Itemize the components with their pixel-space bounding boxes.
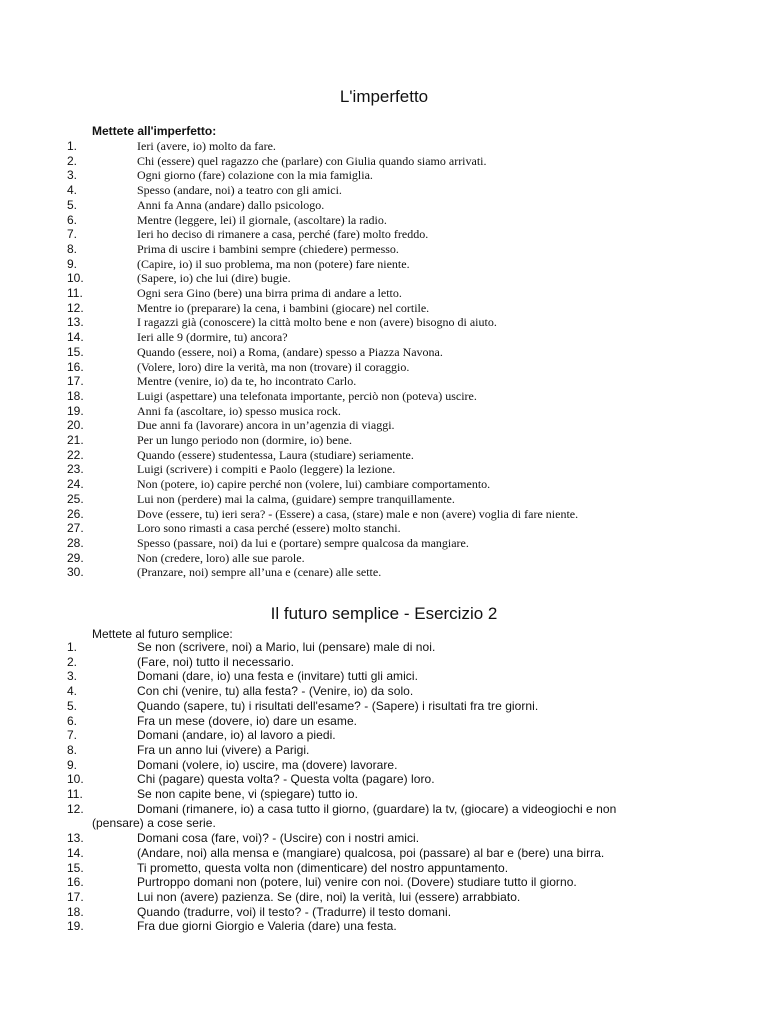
exercise-item — [0, 462, 768, 477]
item-number: 14. — [67, 845, 84, 860]
item-number: 18. — [67, 904, 84, 919]
item-text: I ragazzi già (conoscere) la città molto bene e non (avere) bisogno di aiuto. — [137, 315, 497, 330]
item-number: 13. — [67, 315, 84, 330]
exercise-item — [0, 389, 768, 404]
exercise-item — [0, 861, 768, 876]
item-number: 8. — [67, 742, 78, 757]
item-text: Domani (andare, io) al lavoro a piedi. — [137, 728, 336, 743]
item-text: Quando (essere) studentessa, Laura (studiare) seriamente. — [137, 447, 414, 462]
item-number: 12. — [67, 801, 84, 816]
item-text: Lui non (perdere) mai la calma, (guidare) sempre tranquillamente. — [137, 491, 455, 506]
item-number: 22. — [67, 447, 84, 462]
exercise-item — [0, 271, 768, 286]
item-number: 3. — [67, 669, 78, 684]
item-text: Spesso (andare, noi) a teatro con gli amici. — [137, 183, 342, 198]
item-number: 23. — [67, 462, 84, 477]
item-number: 7. — [67, 227, 78, 242]
item-number: 30. — [67, 565, 84, 580]
exercise-item — [0, 655, 768, 670]
item-number: 5. — [67, 197, 78, 212]
section-2-instruction: Mettete al futuro semplice: — [92, 627, 233, 641]
item-text: Ieri alle 9 (dormire, tu) ancora? — [137, 330, 288, 345]
item-number: 11. — [67, 286, 83, 301]
item-text: (Andare, noi) alla mensa e (mangiare) qualcosa, poi (passare) al bar e (bere) una birra. — [137, 845, 605, 860]
item-number: 16. — [67, 875, 84, 890]
item-text: Prima di uscire i bambini sempre (chiedere) permesso. — [137, 241, 399, 256]
exercise-item — [0, 168, 768, 183]
item-text: Quando (essere, noi) a Roma, (andare) spesso a Piazza Navona. — [137, 344, 443, 359]
exercise-item — [0, 183, 768, 198]
item-text: Con chi (venire, tu) alla festa? - (Venire, io) da solo. — [137, 684, 414, 699]
item-number: 19. — [67, 919, 84, 934]
item-number: 5. — [67, 698, 78, 713]
exercise-item — [0, 551, 768, 566]
exercise-item — [0, 418, 768, 433]
item-text: Lui non (avere) pazienza. Se (dire, noi) la verità, lui (essere) arrabbiato. — [137, 889, 521, 904]
item-text: Ieri (avere, io) molto da fare. — [137, 139, 276, 153]
item-number: 7. — [67, 728, 78, 743]
item-number: 27. — [67, 521, 84, 536]
item-text: Chi (essere) quel ragazzo che (parlare) con Giulia quando siamo arrivati. — [137, 153, 487, 168]
exercise-item — [0, 728, 768, 743]
item-number: 8. — [67, 241, 78, 256]
item-text: Loro sono rimasti a casa perché (essere) molto stanchi. — [137, 521, 401, 536]
item-text: (Volere, loro) dire la verità, ma non (trovare) il coraggio. — [137, 359, 410, 374]
item-text: Dove (essere, tu) ieri sera? - (Essere) a casa, (stare) male e non (avere) voglia di fare niente. — [137, 506, 579, 521]
item-number: 28. — [67, 535, 84, 550]
section-1-title: L'imperfetto — [339, 87, 429, 106]
item-number: 3. — [67, 168, 78, 183]
exercise-item — [0, 286, 768, 301]
item-text: Ieri ho deciso di rimanere a casa, perché (fare) molto freddo. — [137, 227, 429, 242]
item-number: 21. — [67, 433, 84, 448]
item-number: 2. — [67, 654, 78, 669]
exercise-item — [0, 242, 768, 257]
item-text: Mentre io (preparare) la cena, i bambini (giocare) nel cortile. — [137, 300, 430, 315]
item-number: 11. — [67, 787, 83, 802]
item-text: Mentre (leggere, lei) il giornale, (ascoltare) la radio. — [137, 212, 387, 227]
exercise-item — [0, 787, 768, 802]
exercise-item — [0, 919, 768, 934]
exercise-item — [0, 448, 768, 463]
exercise-list-imperfetto — [0, 139, 768, 580]
exercise-item — [0, 330, 768, 345]
item-text: Non (credere, loro) alle sue parole. — [137, 550, 305, 565]
item-text-line: Domani (rimanere, io) a casa tutto il giorno, (guardare) la tv, (giocare) a videogiochi e non — [137, 801, 617, 816]
exercise-item — [0, 565, 768, 580]
item-number: 10. — [67, 271, 84, 286]
exercise-list-futuro — [0, 640, 768, 934]
item-number: 17. — [67, 889, 84, 904]
item-number: 6. — [67, 212, 78, 227]
exercise-item — [0, 404, 768, 419]
exercise-item — [0, 758, 768, 773]
exercise-item — [0, 257, 768, 272]
exercise-item — [0, 772, 768, 787]
item-number: 26. — [67, 506, 84, 521]
exercise-item — [0, 492, 768, 507]
item-number: 18. — [67, 388, 84, 403]
exercise-item — [0, 640, 768, 655]
item-number: 2. — [67, 153, 78, 168]
item-text: Purtroppo domani non (potere, lui) venire con noi. (Dovere) studiare tutto il giorno. — [137, 875, 577, 890]
exercise-item — [0, 684, 768, 699]
item-text: Non (potere, io) capire perché non (volere, lui) cambiare comportamento. — [137, 477, 491, 492]
exercise-item — [0, 198, 768, 213]
item-number: 4. — [67, 183, 78, 198]
exercise-item — [0, 477, 768, 492]
item-number: 25. — [67, 491, 84, 506]
exercise-item — [0, 875, 768, 890]
item-text: (Pranzare, noi) sempre all’una e (cenare) alle sette. — [137, 565, 382, 580]
item-number: 6. — [67, 713, 78, 728]
item-text: Domani (volere, io) uscire, ma (dovere) lavorare. — [137, 757, 398, 772]
exercise-item — [0, 802, 768, 831]
item-text — [0, 802, 692, 831]
item-text-continuation: (pensare) a cose serie. — [92, 816, 216, 831]
item-text: Quando (sapere, tu) i risultati dell'esame? - (Sapere) i risultati fra tre giorni. — [137, 698, 539, 713]
item-text: (Capire, io) il suo problema, ma non (potere) fare niente. — [137, 256, 410, 271]
item-text: (Fare, noi) tutto il necessario. — [137, 654, 294, 669]
exercise-item — [0, 890, 768, 905]
exercise-item — [0, 699, 768, 714]
exercise-item — [0, 227, 768, 242]
section-2-title: Il futuro semplice - Esercizio 2 — [270, 604, 498, 623]
item-text: Luigi (aspettare) una telefonata importante, perciò non (poteva) uscire. — [137, 388, 477, 403]
exercise-item — [0, 521, 768, 536]
item-number: 15. — [67, 860, 84, 875]
item-number: 15. — [67, 344, 84, 359]
item-text: Mentre (venire, io) da te, ho incontrato Carlo. — [137, 374, 357, 389]
item-text: Due anni fa (lavorare) ancora in un’agenzia di viaggi. — [137, 418, 395, 433]
item-text: Chi (pagare) questa volta? - Questa volta (pagare) loro. — [137, 772, 435, 787]
item-number: 13. — [67, 831, 84, 846]
item-number: 24. — [67, 477, 84, 492]
exercise-item — [0, 139, 768, 154]
item-number: 4. — [67, 684, 78, 699]
item-number: 1. — [67, 139, 78, 153]
exercise-item — [0, 315, 768, 330]
exercise-item — [0, 360, 768, 375]
item-text: Anni fa (ascoltare, io) spesso musica rock. — [137, 403, 341, 418]
item-number: 9. — [67, 757, 78, 772]
item-number: 12. — [67, 300, 84, 315]
item-number: 1. — [67, 640, 78, 654]
exercise-item — [0, 905, 768, 920]
item-text: Ti prometto, questa volta non (dimenticare) del nostro appuntamento. — [137, 860, 509, 875]
exercise-item — [0, 743, 768, 758]
item-text: Fra un mese (dovere, io) dare un esame. — [137, 713, 358, 728]
item-number: 17. — [67, 374, 84, 389]
exercise-item — [0, 507, 768, 522]
item-text: Quando (tradurre, voi) il testo? - (Tradurre) il testo domani. — [137, 904, 452, 919]
exercise-item — [0, 846, 768, 861]
exercise-item — [0, 213, 768, 228]
exercise-item — [0, 714, 768, 729]
item-text: Luigi (scrivere) i compiti e Paolo (leggere) la lezione. — [137, 462, 396, 477]
exercise-item — [0, 831, 768, 846]
item-number: 16. — [67, 359, 84, 374]
item-text: Fra due giorni Giorgio e Valeria (dare) una festa. — [137, 919, 397, 934]
item-number: 29. — [67, 550, 84, 565]
item-text: Se non capite bene, vi (spiegare) tutto io. — [137, 787, 358, 802]
exercise-item — [0, 536, 768, 551]
item-text: Domani (dare, io) una festa e (invitare) tutti gli amici. — [137, 669, 418, 684]
exercise-item — [0, 345, 768, 360]
item-text: Spesso (passare, noi) da lui e (portare) sempre qualcosa da mangiare. — [137, 535, 469, 550]
item-number: 10. — [67, 772, 84, 787]
exercise-item — [0, 433, 768, 448]
exercise-item — [0, 154, 768, 169]
item-text: Ogni giorno (fare) colazione con la mia famiglia. — [137, 168, 373, 183]
item-number: 20. — [67, 418, 84, 433]
item-text: Fra un anno lui (vivere) a Parigi. — [137, 742, 310, 757]
exercise-item — [0, 301, 768, 316]
item-number: 14. — [67, 330, 84, 345]
item-number: 9. — [67, 256, 78, 271]
section-1-instruction: Mettete all'imperfetto: — [92, 124, 217, 138]
exercise-item — [0, 374, 768, 389]
item-text: Domani cosa (fare, voi)? - (Uscire) con i nostri amici. — [137, 831, 420, 846]
item-text: Se non (scrivere, noi) a Mario, lui (pensare) male di noi. — [137, 640, 436, 654]
item-text: Per un lungo periodo non (dormire, io) bene. — [137, 433, 352, 448]
item-number: 19. — [67, 403, 84, 418]
item-text: (Sapere, io) che lui (dire) bugie. — [137, 271, 291, 286]
item-text: Anni fa Anna (andare) dallo psicologo. — [137, 197, 325, 212]
exercise-item — [0, 669, 768, 684]
item-text: Ogni sera Gino (bere) una birra prima di andare a letto. — [137, 286, 402, 301]
